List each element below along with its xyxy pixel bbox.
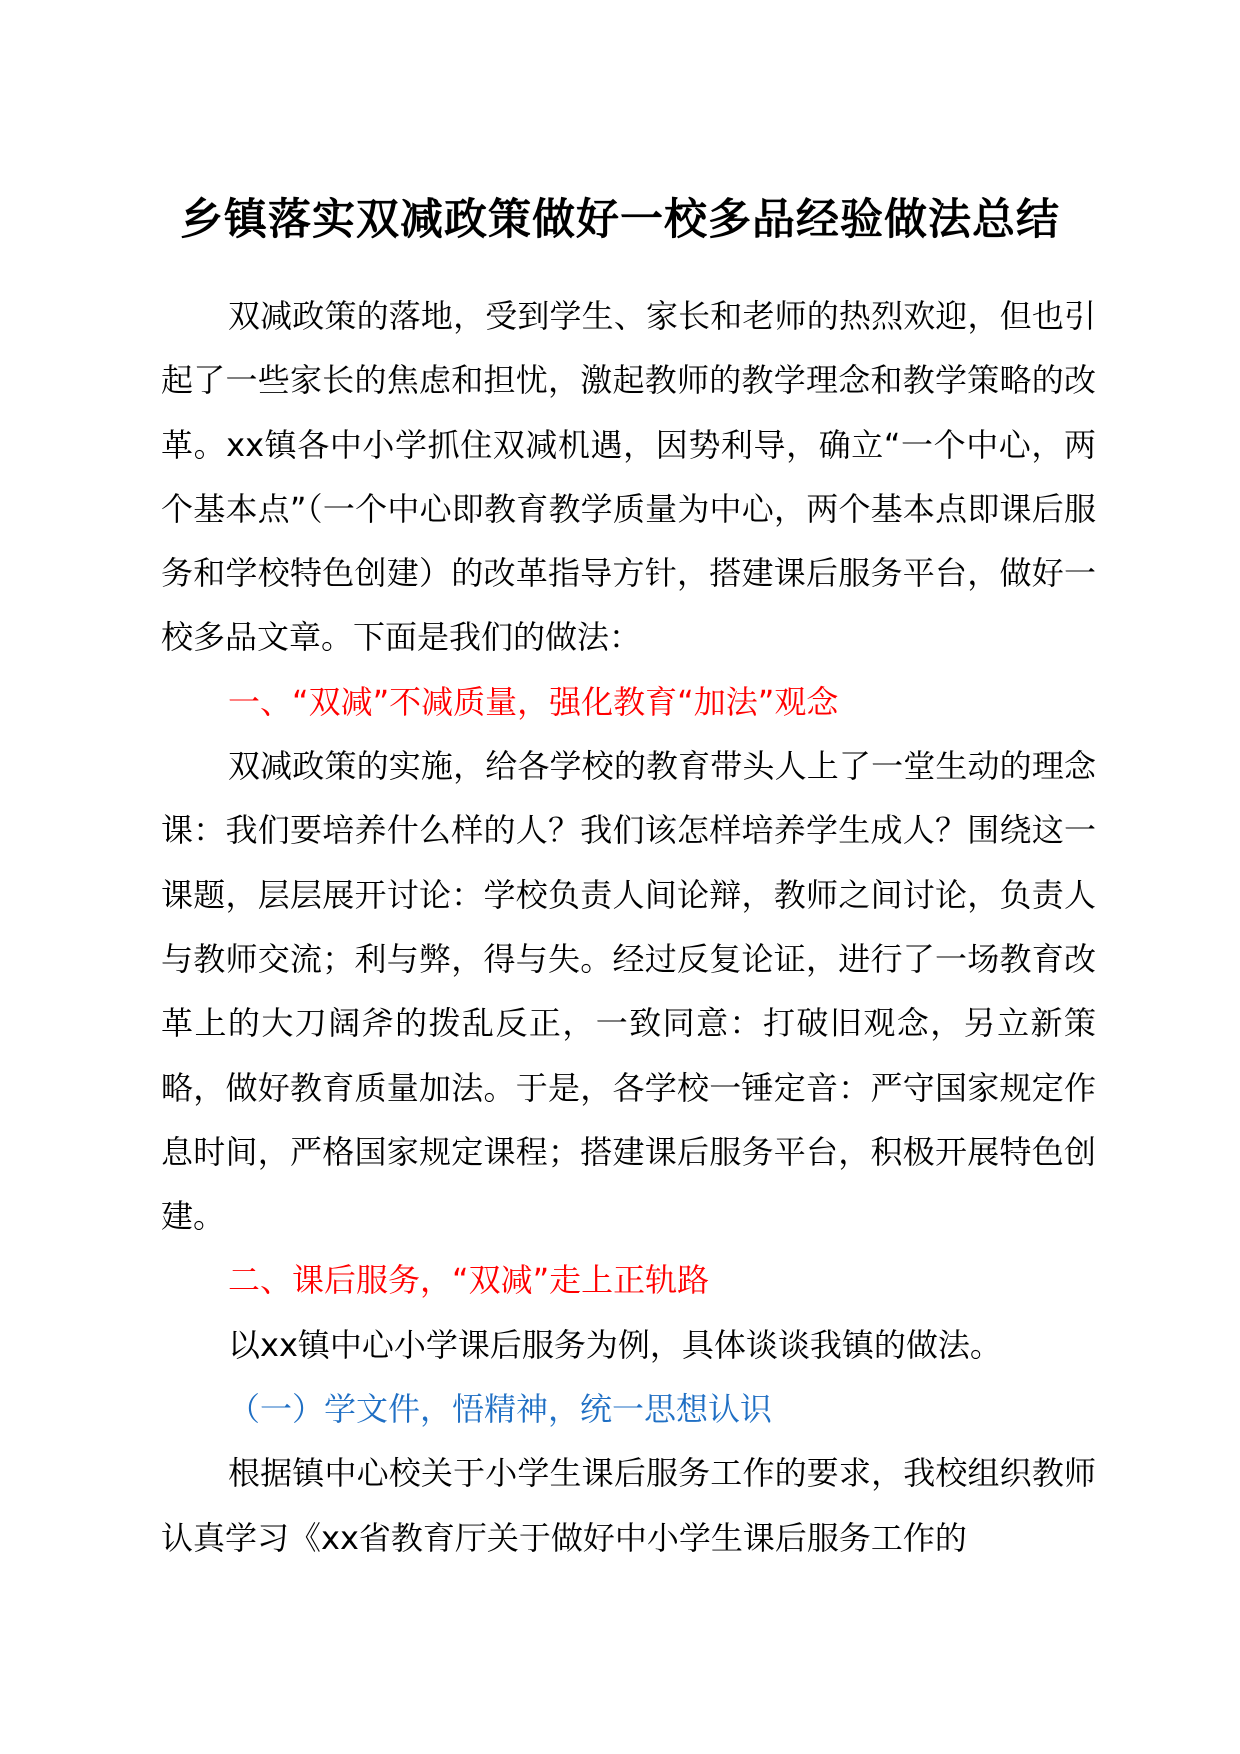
document-body	[161, 284, 1096, 1570]
section-heading-1: 一、“双减”不减质量，强化教育“加法”观念	[228, 682, 839, 721]
section-heading-2: 二、课后服务，“双减”走上正轨路	[228, 1261, 710, 1300]
intro-paragraph: 双减政策的落地，受到学生、家长和老师的热烈欢迎，但也引起了一些家长的焦虑和担忧，激起教师的教学理念和教学策略的改革。xx镇各中小学抓住双减机遇，因势利导，确立“一个中心，两个基本点”（一个中心即教育教学质量为中心，两个基本点即课后服务和学校特色创建）的改革指导方针，搭建课后服务平台，做好一校多品文章。下面是我们的做法：	[161, 297, 1096, 657]
section-1-paragraph: 双减政策的实施，给各学校的教育带头人上了一堂生动的理念课：我们要培养什么样的人？我们该怎样培养学生成人？围绕这一课题，层层展开讨论：学校负责人间论辩，教师之间讨论，负责人与教师交流；利与弊，得与失。经过反复论证，进行了一场教育改革上的大刀阔斧的拨乱反正，一致同意：打破旧观念，另立新策略，做好教育质量加法。于是，各学校一锤定音：严守国家规定作息时间，严格国家规定课程；搭建课后服务平台，积极开展特色创建。	[161, 747, 1096, 1236]
section-2-paragraph: 以xx镇中心小学课后服务为例，具体谈谈我镇的做法。	[228, 1325, 1002, 1364]
subsection-heading-1: （一）学文件，悟精神，统一思想认识	[228, 1390, 773, 1429]
document-title: 乡镇落实双减政策做好一校多品经验做法总结	[180, 195, 1060, 245]
subsection-1-paragraph: 根据镇中心校关于小学生课后服务工作的要求，我校组织教师认真学习《xx省教育厅关于做好中小学生课后服务工作的	[161, 1454, 1096, 1557]
